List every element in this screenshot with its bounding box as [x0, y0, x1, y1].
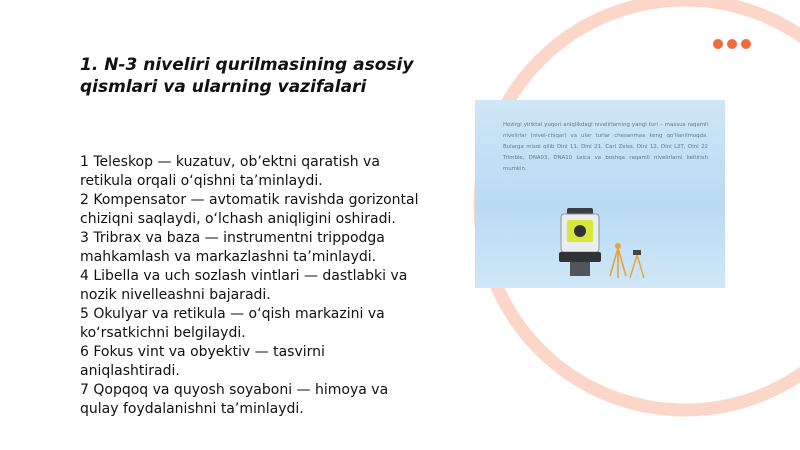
- accent-dot-3: [741, 39, 751, 49]
- component-list: [80, 153, 425, 419]
- tripod-2-leg-2: [637, 255, 644, 278]
- accent-dot-2: [727, 39, 737, 49]
- list-item-6: 6 Fokus vint va obyektiv — tasvirni aniqlashtiradi.: [80, 344, 325, 379]
- figure-caption: Hozirgi yiriktal yuqori aniqlikdagi nivelirlarning yangi turi – maxsus raqamli nivelirlar (nivel-chiqar) va ular turlar chesanmaa keng qo‘llanilmoqda. Bularga misol qilib Dini 11, Dini 21, Carl Zeiss, Dini 12, Dini L2T, Dini 22 Trimble, DNA03, DNA10 Leica va boshqa raqamli nivelirlarni keltirish mumkin.: [503, 122, 708, 172]
- instrument-lens: [574, 225, 586, 237]
- list-item-2: 2 Kompensator — avtomatik ravishda gorizontal chiziqni saqlaydi, o‘lchash aniqligini oshiradi.: [80, 192, 419, 227]
- tripod-leg-1: [610, 248, 618, 276]
- list-item-7: 7 Qopqoq va quyosh soyaboni — himoya va qulay foydalanishni ta’minlaydi.: [80, 382, 389, 417]
- tripod-2-head: [633, 250, 641, 255]
- tripod-leg-3: [618, 248, 626, 276]
- accent-dot-1: [713, 39, 723, 49]
- instrument-illustration: [475, 100, 725, 288]
- level-instrument-image: [475, 100, 725, 288]
- list-item-4: 4 Libella va uch sozlash vintlari — dastlabki va nozik nivelleashni bajaradi.: [80, 268, 408, 303]
- tripod-2-leg-1: [630, 255, 637, 278]
- list-item-1: 1 Teleskop — kuzatuv, ob’ektni qaratish va retikula orqali o‘qishni ta’minlaydi.: [80, 154, 380, 189]
- list-item-3: 3 Tribrax va baza — instrumentni trippodga mahkamlash va markazlashni ta’minlaydi.: [80, 230, 385, 265]
- instrument-base: [559, 252, 601, 262]
- slide-title: 1. N-3 niveliri qurilmasining asosiy qismlari va ularning vazifalari: [80, 55, 414, 97]
- instrument-stand: [570, 262, 590, 276]
- accent-dots: [713, 39, 751, 49]
- list-item-5: 5 Okulyar va retikula — o‘qish markazini va ko‘rsatkichni belgilaydi.: [80, 306, 385, 341]
